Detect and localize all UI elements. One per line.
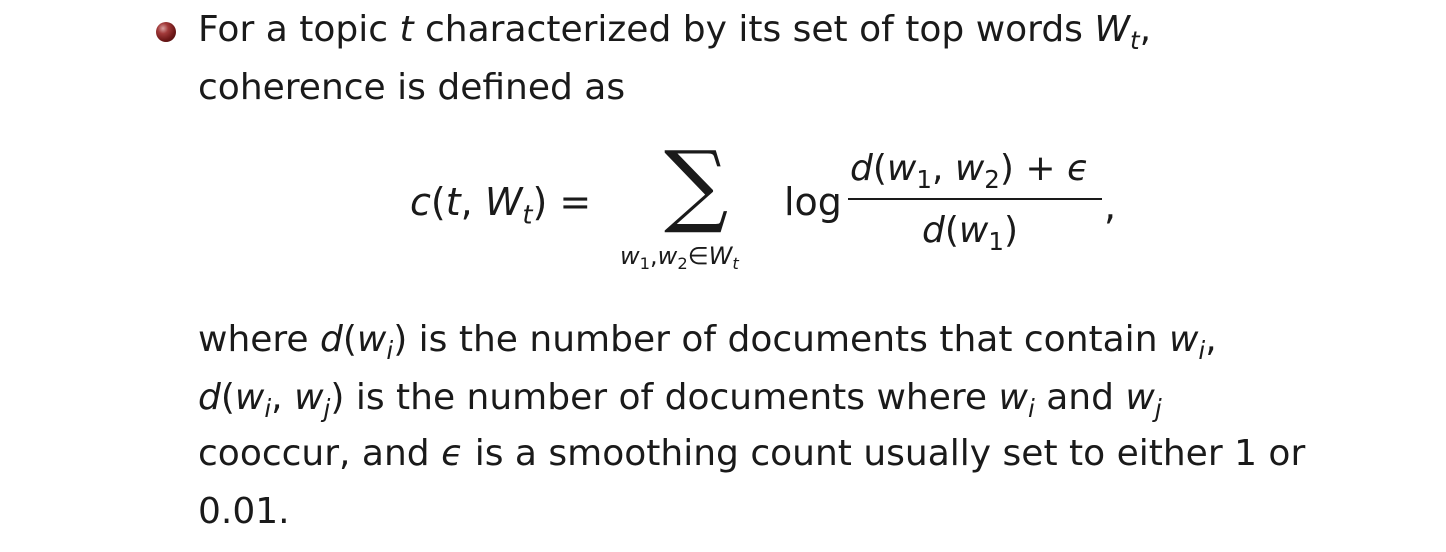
var-w-sub: j <box>1154 393 1162 423</box>
num-w1-sub: 1 <box>916 164 932 194</box>
formula-trailing-comma: , <box>1104 184 1117 228</box>
summation-icon: ∑ <box>664 132 729 237</box>
sep: , <box>271 377 295 418</box>
num-w2-sub: 2 <box>984 164 1000 194</box>
paren: ) <box>330 377 345 418</box>
limit-w1-sub: 1 <box>639 254 651 274</box>
var-w: w <box>1125 377 1155 418</box>
formula-W-sub: t <box>522 200 533 231</box>
num-sep: , <box>931 148 955 189</box>
intro-line-1 <box>198 9 1152 55</box>
epsilon-icon: ϵ <box>1066 148 1090 189</box>
den-d: d <box>922 210 945 251</box>
formula-log: log <box>784 180 842 224</box>
bullet-icon <box>156 22 176 42</box>
explanation-line-2 <box>198 377 1162 423</box>
var-w: w <box>356 319 387 360</box>
paren: ( <box>220 377 235 418</box>
var-w: w <box>234 377 265 418</box>
formula-lhs <box>410 180 592 231</box>
num-w1: w <box>886 148 917 189</box>
fraction-denominator <box>922 210 1018 256</box>
paren: ) <box>393 319 408 360</box>
var-w: w <box>294 377 324 418</box>
den-paren: ( <box>944 210 959 251</box>
limit-w2: w <box>657 242 678 270</box>
intro-text: For a topic <box>198 9 400 50</box>
den-w-sub: 1 <box>988 226 1004 256</box>
var-w-sub: i <box>1027 393 1035 423</box>
var-W: W <box>1094 9 1130 50</box>
intro-comma: , <box>1139 9 1152 50</box>
var-d: d <box>198 377 221 418</box>
fraction-numerator <box>850 148 1090 194</box>
explanation-line-4: 0.01. <box>198 491 290 532</box>
formula-t: t <box>445 180 461 224</box>
num-w2: w <box>954 148 985 189</box>
explanation-line-1 <box>198 319 1217 365</box>
explanation-text: is the number of documents that contain <box>407 319 1169 360</box>
var-t: t <box>399 9 414 50</box>
intro-line-2: coherence is defined as <box>198 67 626 108</box>
limit-comma: , <box>650 242 658 270</box>
den-paren-close: ) <box>1003 210 1018 251</box>
explanation-text: and <box>1034 377 1126 418</box>
var-w-sub: i <box>264 393 272 423</box>
intro-text: characterized by its set of top words <box>413 9 1095 50</box>
limit-W-sub: t <box>732 254 739 274</box>
var-d: d <box>320 319 343 360</box>
var-w: w <box>1168 319 1199 360</box>
formula-c: c <box>410 180 431 224</box>
comma: , <box>1205 319 1217 360</box>
num-paren-plus: ) + <box>999 148 1067 189</box>
limit-w1: w <box>620 242 640 270</box>
formula-paren: ( <box>430 180 446 224</box>
explanation-line-3 <box>198 433 1306 474</box>
formula-W: W <box>484 180 523 224</box>
explanation-text: is a smoothing count usually set to either 1 or <box>463 433 1306 474</box>
explanation-text: is the number of documents where <box>344 377 999 418</box>
num-d: d <box>850 148 873 189</box>
limit-W: W <box>708 242 733 270</box>
paren: ( <box>342 319 357 360</box>
formula-paren-equals: ) = <box>532 180 592 224</box>
limit-w2-sub: 2 <box>677 254 688 274</box>
explanation-text: where <box>198 319 321 360</box>
var-w: w <box>998 377 1028 418</box>
explanation-text: cooccur, and <box>198 433 442 474</box>
formula-sep: , <box>460 180 485 224</box>
fraction-bar <box>848 198 1102 200</box>
den-w: w <box>958 210 989 251</box>
var-w-sub: i <box>386 335 394 365</box>
num-paren: ( <box>872 148 887 189</box>
summation-limits <box>620 242 739 274</box>
element-of-icon: ∈ <box>687 242 709 270</box>
epsilon-icon: ϵ <box>441 433 464 474</box>
var-W-subscript: t <box>1130 25 1140 55</box>
var-w-sub: j <box>323 393 331 423</box>
var-w-sub: i <box>1198 335 1206 365</box>
